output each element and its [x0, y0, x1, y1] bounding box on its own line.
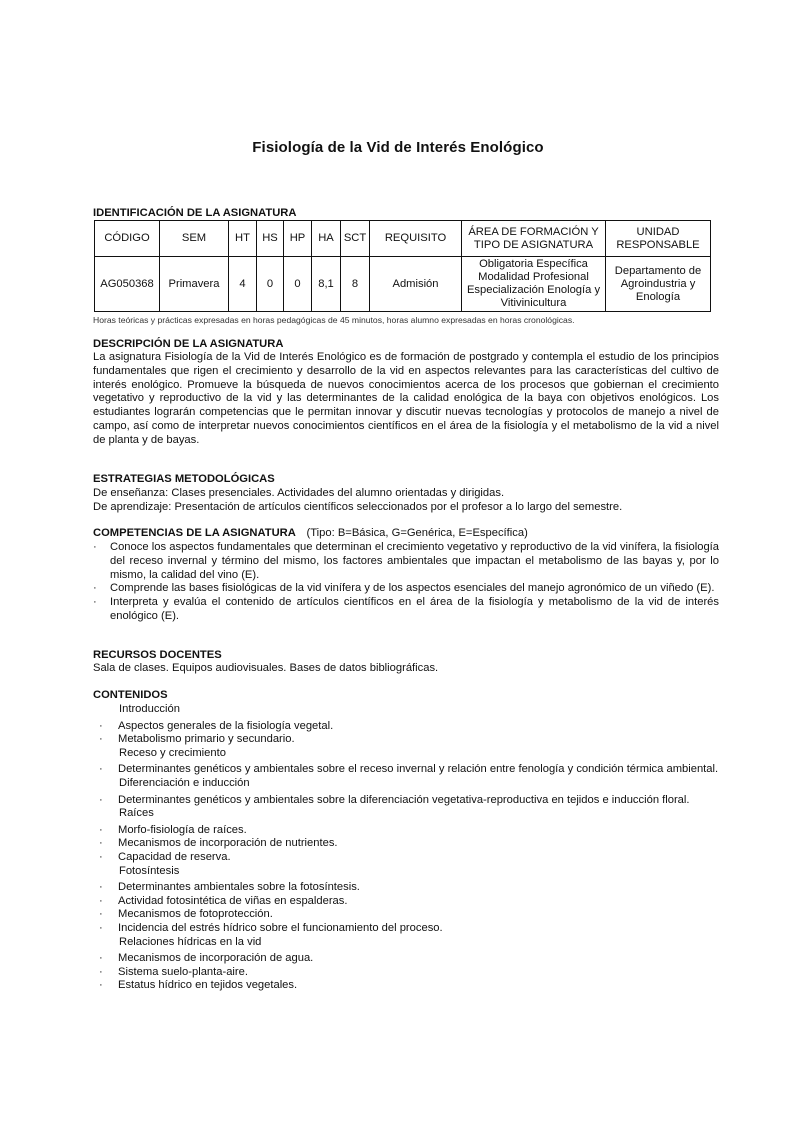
bullet-icon: ·: [93, 541, 97, 553]
bullet-icon: ·: [99, 837, 103, 850]
bullet-icon: ·: [99, 823, 103, 836]
bullet-icon: ·: [93, 582, 97, 595]
estrategias-heading: ESTRATEGIAS METODOLÓGICAS: [93, 473, 275, 485]
competencia-item: · Interpreta y evalúa el contenido de artículos científicos en el área de la fisiología y metabolismo de la vid de interés enológico (E).: [93, 596, 719, 622]
bullet-icon: ·: [99, 979, 103, 992]
content-item: · Aspectos generales de la fisiología vegetal.: [99, 719, 334, 732]
unit-title: Receso y crecimiento: [119, 746, 226, 759]
header-area-formacion: ÁREA DE FORMACIÓN Y TIPO DE ASIGNATURA: [462, 221, 606, 257]
competencias-list: [93, 541, 719, 624]
header-ht: HT: [229, 221, 257, 257]
content-item: · Capacidad de reserva.: [99, 850, 231, 863]
hours-footnote: Horas teóricas y prácticas expresadas en horas pedagógicas de 45 minutos, horas alumno expresadas en horas cronológicas.: [93, 315, 575, 325]
contenidos-list: [93, 703, 719, 993]
header-hs: HS: [257, 221, 284, 257]
header-sct: SCT: [341, 221, 370, 257]
competencias-tipo-note: (Tipo: B=Básica, G=Genérica, E=Específica): [306, 527, 528, 539]
unit-title: Fotosíntesis: [119, 864, 180, 877]
bullet-icon: ·: [93, 596, 97, 609]
cell-ha: 8,1: [312, 257, 341, 312]
content-item: · Determinantes ambientales sobre la fotosíntesis.: [99, 881, 360, 894]
competencias-heading-row: [93, 527, 528, 539]
bullet-icon: ·: [99, 733, 103, 746]
competencia-item: · Comprende las bases fisiológicas de la vid vinífera y de los aspectos esenciales del manejo agronómico de un viñedo (E).: [93, 582, 715, 595]
bullet-icon: ·: [99, 921, 103, 934]
identificacion-heading: IDENTIFICACIÓN DE LA ASIGNATURA: [93, 207, 297, 219]
content-item: · Metabolismo primario y secundario.: [99, 733, 295, 746]
cell-sem: Primavera: [160, 257, 229, 312]
content-item: · Incidencia del estrés hídrico sobre el funcionamiento del proceso.: [99, 921, 443, 934]
bullet-icon: ·: [99, 881, 103, 894]
cell-unidad-responsable: Departamento de Agroindustria y Enología: [606, 257, 711, 312]
competencia-item: · Conoce los aspectos fundamentales que determinan el crecimiento vegetativo y reproductivo de la vid vinífera, la fisiología del receso invernal y término del mismo, los factores ambientales que impactan el metabolismo de las bayas y, por lo mismo, la calidad del vino (E).: [93, 541, 719, 581]
unit-title: Relaciones hídricas en la vid: [119, 935, 262, 948]
content-item: · Mecanismos de fotoprotección.: [99, 908, 273, 921]
content-item: · Morfo-fisiología de raíces.: [99, 823, 247, 836]
cell-hs: 0: [257, 257, 284, 312]
identification-table: [94, 220, 711, 312]
bullet-icon: ·: [99, 763, 103, 776]
recursos-text: Sala de clases. Equipos audiovisuales. Bases de datos bibliográficas.: [93, 662, 439, 674]
bullet-icon: ·: [99, 793, 103, 806]
header-unidad-responsable: UNIDAD RESPONSABLE: [606, 221, 711, 257]
content-item: · Actividad fotosintética de viñas en espalderas.: [99, 894, 348, 907]
competencias-heading: COMPETENCIAS DE LA ASIGNATURA: [93, 527, 296, 539]
table-row: [95, 257, 711, 312]
unit-title: Introducción: [119, 703, 180, 715]
header-sem: SEM: [160, 221, 229, 257]
cell-ht: 4: [229, 257, 257, 312]
content-item: · Sistema suelo-planta-aire.: [99, 965, 248, 978]
cell-codigo: AG050368: [95, 257, 160, 312]
document-title: Fisiología de la Vid de Interés Enológico: [252, 139, 544, 156]
bullet-icon: ·: [99, 908, 103, 921]
contenidos-heading: CONTENIDOS: [93, 689, 168, 701]
content-item: · Estatus hídrico en tejidos vegetales.: [99, 979, 298, 992]
content-item: · Mecanismos de incorporación de nutrientes.: [99, 837, 338, 850]
unit-title: Diferenciación e inducción: [119, 776, 250, 789]
header-ha: HA: [312, 221, 341, 257]
recursos-heading: RECURSOS DOCENTES: [93, 649, 222, 661]
header-hp: HP: [284, 221, 312, 257]
descripcion-heading: DESCRIPCIÓN DE LA ASIGNATURA: [93, 338, 284, 350]
bullet-icon: ·: [99, 719, 103, 732]
cell-hp: 0: [284, 257, 312, 312]
bullet-icon: ·: [99, 850, 103, 863]
content-item: · Determinantes genéticos y ambientales sobre el receso invernal y relación entre fenología y condición térmica ambiental.: [99, 763, 719, 776]
content-item: · Determinantes genéticos y ambientales sobre la diferenciación vegetativa-reproductiva en tejidos e inducción floral.: [99, 793, 690, 806]
bullet-icon: ·: [99, 894, 103, 907]
content-item: · Mecanismos de incorporación de agua.: [99, 952, 314, 965]
descripcion-text: La asignatura Fisiología de la Vid de Interés Enológico es de formación de postgrado y contempla el estudio de los principios fundamentales que rigen el crecimiento y desarrollo de la vid en aspectos relevantes para las características del cultivo de interés enológico. Promueve la búsqueda de nuevos conocimientos acerca de los procesos que gobiernan el crecimiento vegetativo y reproductivo de la vid y las determinantes de la calidad enológica de la baya con objetivos enológicos. Los estudiantes lograrán competencias que le permitan innovar y discutir nuevas tecnologías y protocolos de manejo a nivel de campo, así como de interpretar nuevos conocimientos científicos en el área de la fisiología y el metabolismo de la vid a nivel de planta y de bayas.: [93, 351, 719, 446]
header-requisito: REQUISITO: [370, 221, 462, 257]
header-codigo: CÓDIGO: [95, 221, 160, 257]
cell-requisito: Admisión: [370, 257, 462, 312]
unit-title: Raíces: [119, 807, 154, 820]
cell-sct: 8: [341, 257, 370, 312]
bullet-icon: ·: [99, 952, 103, 965]
estrategias-aprendizaje: De aprendizaje: Presentación de artículos científicos seleccionados por el profesor a lo largo del semestre.: [93, 501, 623, 513]
bullet-icon: ·: [99, 965, 103, 978]
table-header-row: [95, 221, 711, 257]
cell-area-formacion: Obligatoria Específica Modalidad Profesional Especialización Enología y Vitivinicultura: [462, 257, 606, 312]
estrategias-ensenanza: De enseñanza: Clases presenciales. Actividades del alumno orientadas y dirigidas.: [93, 487, 505, 499]
